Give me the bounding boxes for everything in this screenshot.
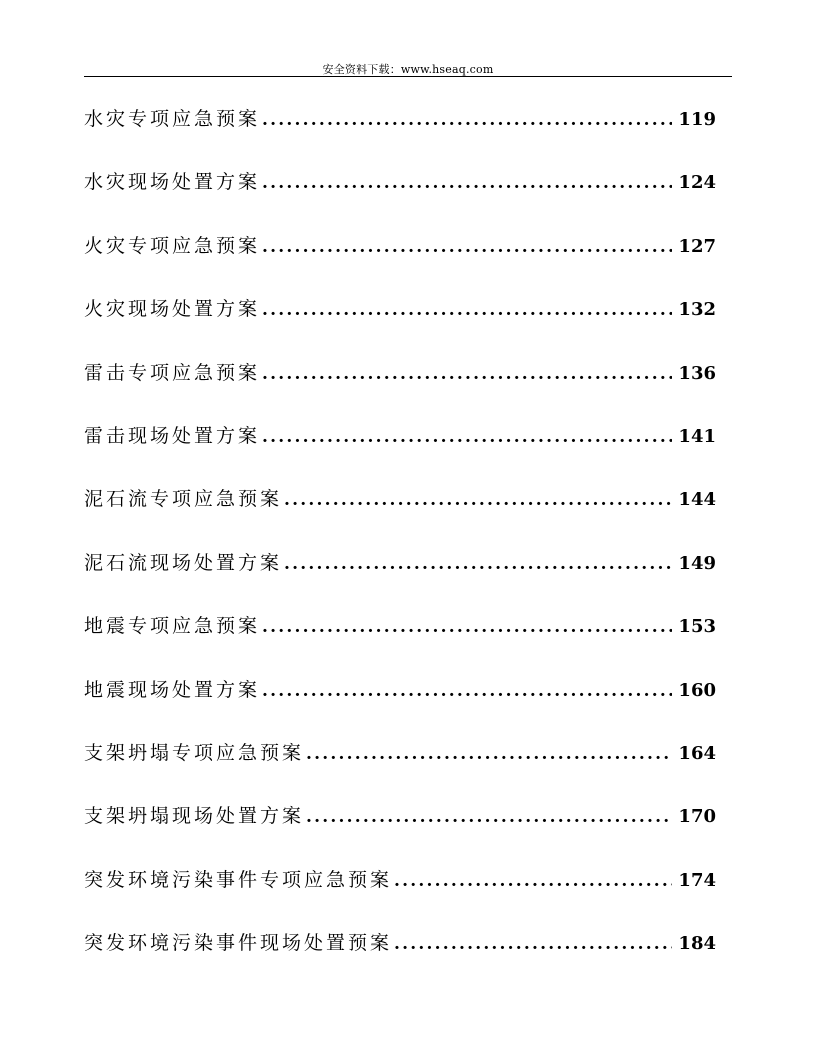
toc-entry-page-number: 132 xyxy=(678,299,716,321)
toc-dot-leader xyxy=(262,427,672,447)
toc-entry-title: 雷击现场处置方案 xyxy=(84,424,261,447)
toc-entry-title: 泥石流现场处置方案 xyxy=(84,551,283,574)
toc-entry-page-number: 141 xyxy=(678,425,716,447)
toc-entry-page-number: 153 xyxy=(678,616,716,638)
toc-dot-leader xyxy=(306,744,672,764)
toc-entry-title: 突发环境污染事件现场处置预案 xyxy=(84,932,393,955)
toc-entry-title: 支架坍塌现场处置方案 xyxy=(84,805,305,828)
toc-entry-title: 雷击专项应急预案 xyxy=(84,361,261,384)
toc-entry-page-number: 149 xyxy=(678,552,716,574)
toc-entry-title: 突发环境污染事件专项应急预案 xyxy=(84,868,393,891)
toc-entry[interactable] xyxy=(84,417,716,480)
toc-entry[interactable] xyxy=(84,354,716,417)
toc-dot-leader xyxy=(262,364,672,384)
toc-entry[interactable] xyxy=(84,671,716,734)
toc-entry-title: 地震现场处置方案 xyxy=(84,678,261,701)
toc-entry-title: 水灾专项应急预案 xyxy=(84,108,261,130)
toc-dot-leader xyxy=(262,237,672,257)
toc-entry[interactable] xyxy=(84,734,716,797)
toc-entry-page-number: 144 xyxy=(678,489,716,511)
toc-entry[interactable] xyxy=(84,544,716,607)
toc-entry-page-number: 124 xyxy=(678,172,716,194)
toc-dot-leader xyxy=(262,681,672,701)
toc-entry-page-number: 170 xyxy=(678,806,716,828)
toc-entry-title: 水灾现场处置方案 xyxy=(84,171,261,194)
toc-dot-leader xyxy=(284,490,672,510)
toc-entry-page-number: 136 xyxy=(678,362,716,384)
page-header xyxy=(84,58,732,77)
toc-dot-leader xyxy=(306,807,672,827)
toc-entry[interactable] xyxy=(84,924,716,987)
toc-entry-title: 火灾现场处置方案 xyxy=(84,298,261,321)
toc-entry-title: 泥石流专项应急预案 xyxy=(84,488,283,511)
toc-entry[interactable] xyxy=(84,290,716,353)
toc-entry[interactable] xyxy=(84,100,716,163)
toc-entry-title: 支架坍塌专项应急预案 xyxy=(84,741,305,764)
toc-entry-page-number: 164 xyxy=(678,742,716,764)
toc-entry[interactable] xyxy=(84,797,716,860)
toc-dot-leader xyxy=(262,300,672,320)
toc-dot-leader xyxy=(394,934,672,954)
header-text: 安全资料下载：www.hseaq.com xyxy=(322,63,494,76)
toc-entry-page-number: 174 xyxy=(678,869,716,891)
toc-entry-page-number: 119 xyxy=(678,109,716,130)
toc-entry[interactable] xyxy=(84,227,716,290)
toc-entry[interactable] xyxy=(84,163,716,226)
toc-entry-page-number: 160 xyxy=(678,679,716,701)
toc-dot-leader xyxy=(394,871,672,891)
toc-entry-page-number: 184 xyxy=(678,933,716,955)
toc-entry-title: 地震专项应急预案 xyxy=(84,615,261,638)
toc-entry[interactable] xyxy=(84,861,716,924)
toc-dot-leader xyxy=(262,110,672,130)
toc-dot-leader xyxy=(262,617,672,637)
toc-entry-title: 火灾专项应急预案 xyxy=(84,234,261,257)
toc-entry[interactable] xyxy=(84,480,716,543)
toc-entry[interactable] xyxy=(84,607,716,670)
toc-entry-page-number: 127 xyxy=(678,235,716,257)
toc-dot-leader xyxy=(262,173,672,193)
toc-dot-leader xyxy=(284,554,672,574)
table-of-contents xyxy=(84,100,716,987)
